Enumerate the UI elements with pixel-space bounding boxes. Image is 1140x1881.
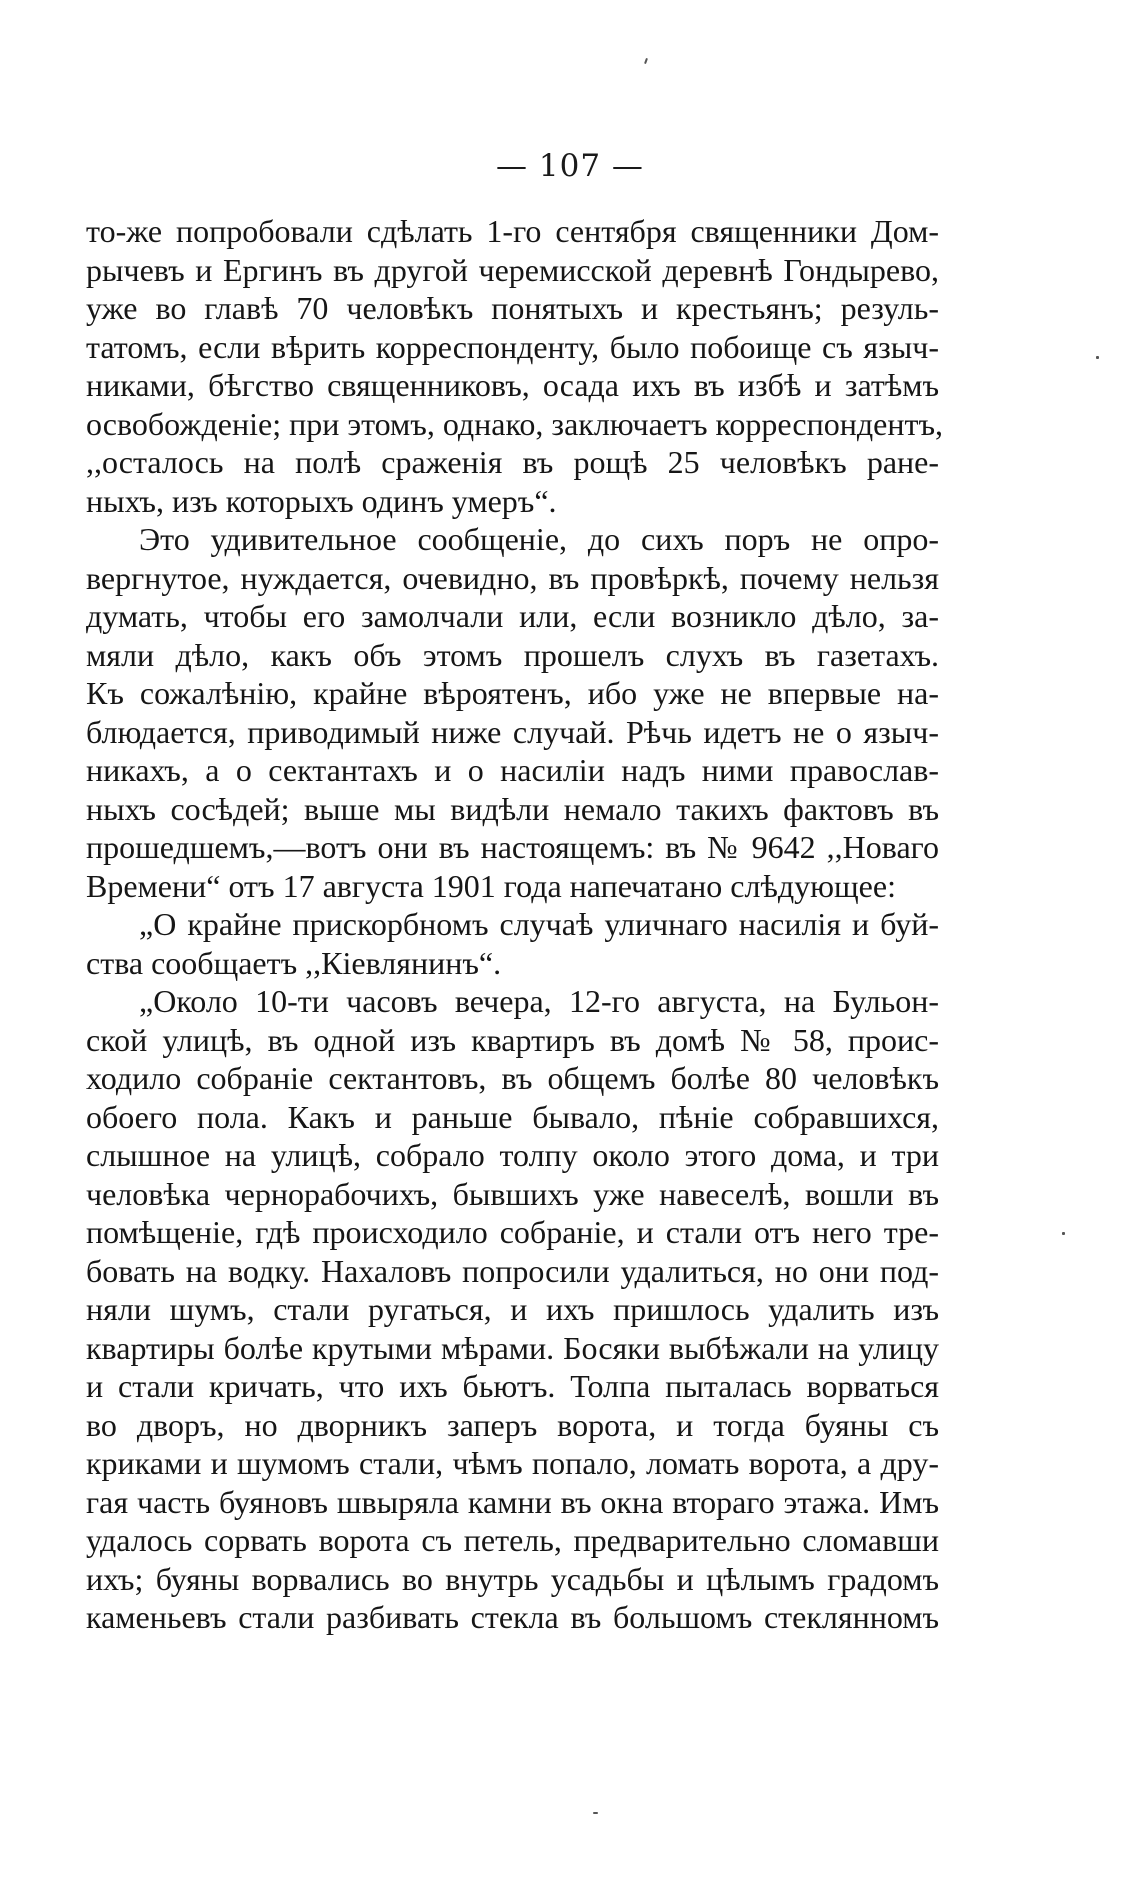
text-line: освобожденіе; при этомъ, однако, заключаетъ корреспондентъ, — [86, 405, 944, 442]
text-line: и стали кричать, что ихъ бьютъ. Толпа пыталась ворваться — [86, 1368, 939, 1404]
text-line: криками и шумомъ стали, чѣмъ попало, ломать ворота, а дру- — [86, 1445, 939, 1481]
text-line: ныхъ, изъ которыхъ одинъ умеръ“. — [86, 482, 557, 519]
text-line: Къ сожалѣнію, крайне вѣроятенъ, ибо уже не впервые на- — [86, 675, 939, 711]
text-line: няли шумъ, стали ругаться, и ихъ пришлось удалить изъ — [86, 1291, 939, 1327]
text-line: ихъ; буяны ворвались во внутрь усадьбы и цѣлымъ градомъ — [86, 1560, 939, 1597]
text-line: прошедшемъ,—вотъ они въ настоящемъ: въ № 9642 ,,Новаго — [86, 829, 939, 865]
scan-speck — [593, 1812, 598, 1814]
text-line: блюдается, приводимый ниже случай. Рѣчь идетъ не о языч- — [86, 713, 939, 750]
body-text — [86, 212, 944, 1637]
text-line: вергнутое, нуждается, очевидно, въ провѣркѣ, почему нельзя — [86, 559, 939, 596]
scan-speck — [644, 58, 648, 64]
text-line: думать, чтобы его замолчали или, если возникло дѣло, за- — [86, 598, 939, 634]
text-line: квартиры болѣе крутыми мѣрами. Босяки выбѣжали на улицу — [86, 1329, 939, 1366]
text-line: ской улицѣ, въ одной изъ квартиръ въ домѣ № 58, проис- — [86, 1021, 939, 1058]
text-line: обоего пола. Какъ и раньше бывало, пѣніе собравшихся, — [86, 1098, 939, 1135]
text-line: человѣка чернорабочихъ, бывшихъ уже навеселѣ, вошли въ — [86, 1175, 939, 1212]
page-number: — 107 — — [496, 148, 644, 184]
text-line: каменьевъ стали разбивать стекла въ большомъ стеклянномъ — [86, 1599, 939, 1635]
text-line: то-же попробовали сдѣлать 1-го сентября священники Дом- — [86, 213, 939, 249]
text-line: удалось сорвать ворота съ петель, предварительно сломавши — [86, 1522, 939, 1558]
scan-speck — [1096, 356, 1099, 359]
text-line: уже во главѣ 70 человѣкъ понятыхъ и крестьянъ; резуль- — [86, 290, 939, 326]
text-line: бовать на водку. Нахаловъ попросили удалиться, но они под- — [86, 1252, 939, 1289]
text-line: помѣщеніе, гдѣ происходило собраніе, и стали отъ него тре- — [86, 1214, 939, 1250]
text-line: ныхъ сосѣдей; выше мы видѣли немало такихъ фактовъ въ — [86, 790, 939, 827]
text-line: ходило собраніе сектантовъ, въ общемъ болѣе 80 человѣкъ — [86, 1060, 939, 1096]
text-line: слышное на улицѣ, собрало толпу около этого дома, и три — [86, 1137, 939, 1173]
text-line: никахъ, а о сектантахъ и о насиліи надъ ними православ- — [86, 752, 939, 788]
scan-speck — [1062, 1232, 1065, 1235]
text-line: „Около 10-ти часовъ вечера, 12-го августа, на Бульон- — [139, 983, 939, 1019]
text-line: „О крайне прискорбномъ случаѣ уличнаго насилія и буй- — [139, 906, 939, 942]
text-line: татомъ, если вѣрить корреспонденту, было побоище съ языч- — [86, 328, 939, 365]
text-line: Это удивительное сообщеніе, до сихъ поръ не опро- — [139, 521, 939, 557]
text-line: никами, бѣгство священниковъ, осада ихъ въ избѣ и затѣмъ — [86, 367, 939, 403]
text-line: во дворъ, но дворникъ заперъ ворота, и тогда буяны съ — [86, 1406, 939, 1443]
text-line: рычевъ и Ергинъ въ другой черемисской деревнѣ Гондырево, — [86, 251, 939, 288]
text-line: Времени“ отъ 17 августа 1901 года напечатано слѣдующее: — [86, 867, 896, 904]
text-line: ства сообщаетъ ,,Кіевлянинъ“. — [86, 944, 502, 981]
text-line: гая часть буяновъ швыряла камни въ окна втораго этажа. Имъ — [86, 1483, 939, 1520]
text-line: ,,осталось на полѣ сраженія въ рощѣ 25 человѣкъ ране- — [86, 444, 939, 480]
text-line: мяли дѣло, какъ объ этомъ прошелъ слухъ въ газетахъ. — [86, 636, 939, 673]
